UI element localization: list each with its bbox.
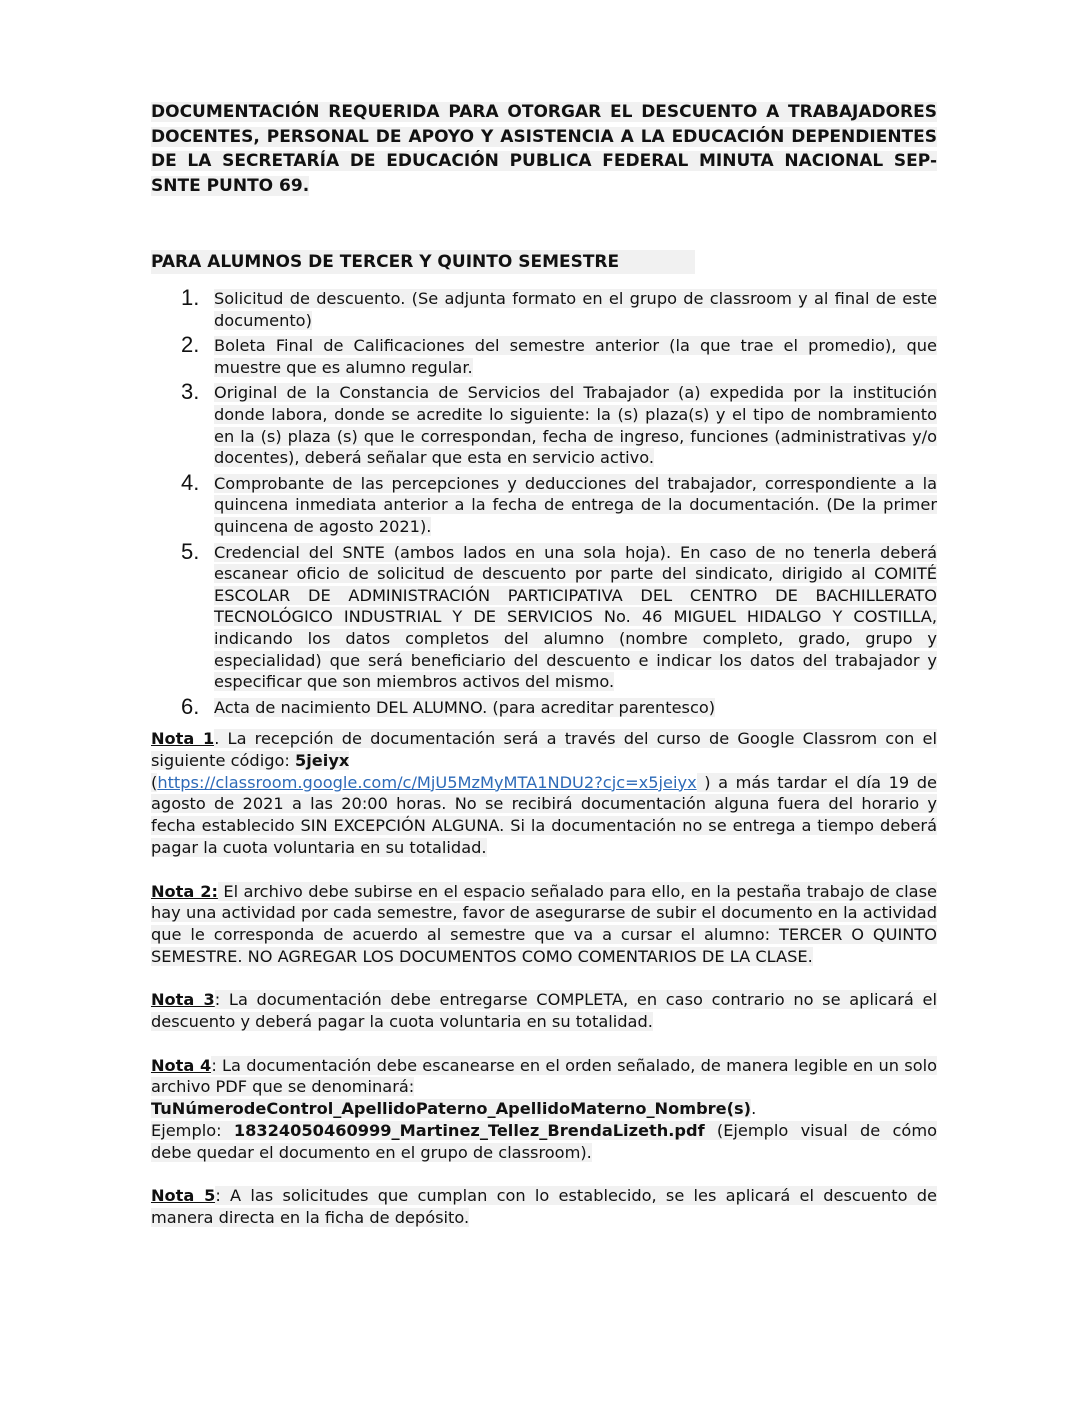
note-4-label: Nota 4 bbox=[151, 1055, 212, 1075]
requirement-number: 2. bbox=[181, 332, 200, 358]
note-2-text: El archivo debe subirse en el espacio señalado para ello, en la pestaña trabajo de clase hay una actividad por cada semestre, favor de asegurarse de subir el documento en la actividad que le corresponda de acuerdo al semestre que va a cursar el alumno: TERCER O QUINTO SEMESTRE. NO AGREGAR LOS DOCUMENTOS COMO COMENTARIOS DE LA CLASE. bbox=[151, 881, 937, 966]
note-5 bbox=[151, 1185, 937, 1228]
section-heading bbox=[151, 250, 937, 274]
classroom-code: 5jeiyx bbox=[295, 750, 350, 770]
example-filename: 18324050460999_Martinez_Tellez_BrendaLizeth.pdf bbox=[233, 1120, 705, 1140]
note-4-text: : La documentación debe escanearse en el orden señalado, de manera legible en un solo archivo PDF que se denominará: bbox=[151, 1055, 937, 1097]
requirement-number: 6. bbox=[181, 693, 200, 719]
note-3-label: Nota 3 bbox=[151, 990, 215, 1010]
filename-pattern: TuNúmerodeControl_ApellidoPaterno_ApellidoMaterno_Nombre(s) bbox=[151, 1099, 752, 1119]
requirement-number: 1. bbox=[181, 285, 200, 310]
note-5-text: : A las solicitudes que cumplan con lo establecido, se les aplicará el descuento de manera directa en la ficha de depósito. bbox=[151, 1186, 937, 1227]
note-2-label: Nota 2: bbox=[151, 881, 218, 901]
requirement-item-1 bbox=[151, 285, 937, 331]
note-1 bbox=[151, 728, 937, 858]
note-1-label: Nota 1 bbox=[151, 729, 215, 749]
requirement-text: Boleta Final de Calificaciones del semestre anterior (la que trae el promedio), que muestre que es alumno regular. bbox=[214, 336, 937, 377]
requirement-text: Original de la Constancia de Servicios del Trabajador (a) expedida por la institución donde labora, donde se acredite lo siguiente: la (s) plaza(s) y el tipo de nombramiento en la (s) plaza (s) que le correspondan, fecha de ingreso, funciones (administrativas y/o docentes), deberá señalar que esta en servicio activo. bbox=[214, 383, 937, 468]
requirement-text: Credencial del SNTE (ambos lados en una sola hoja). En caso de no tenerla deberá escanear oficio de solicitud de descuento por parte del sindicato, dirigido al COMITÉ ESCOLAR DE ADMINISTRACIÓN PARTICIPATIVA DEL CENTRO DE BACHILLERATO TECNOLÓGICO INDUSTRIAL Y DE SERVICIOS No. 46 MIGUEL HIDALGO Y COSTILLA, indicando los datos completos del alumno (nombre completo, grado, grupo y especialidad) que será beneficiario del descuento e indicar los datos del trabajador y especificar que son miembros activos del mismo. bbox=[214, 542, 937, 692]
requirement-item-5 bbox=[151, 538, 937, 693]
requirement-number: 4. bbox=[181, 469, 200, 495]
requirement-number: 5. bbox=[181, 538, 200, 564]
requirement-text: Comprobante de las percepciones y deducciones del trabajador, correspondiente a la quincena inmediata anterior a la fecha de entrega de la documentación. (De la primer quincena de agosto 2021). bbox=[214, 473, 937, 536]
section-heading-text: PARA ALUMNOS DE TERCER Y QUINTO SEMESTRE bbox=[151, 250, 695, 274]
note-1-text-cont: ) a más tardar el día 19 de agosto de 2021 a las 20:00 horas. No se recibirá documentación alguna fuera del horario y fecha establecido SIN EXCEPCIÓN ALGUNA. Si la documentación no se entrega a tiempo deberá pagar la cuota voluntaria en su totalidad. bbox=[151, 772, 937, 857]
document-title bbox=[151, 100, 937, 198]
note-4-text-cont: (Ejemplo visual de cómo debe quedar el documento en el grupo de classroom). bbox=[151, 1120, 937, 1162]
classroom-link[interactable]: https://classroom.google.com/c/MjU5MzMyMTA1NDU2?cjc=x5jeiyx bbox=[157, 772, 697, 792]
requirement-text: Acta de nacimiento DEL ALUMNO. (para acreditar parentesco) bbox=[214, 697, 716, 717]
filename-pattern-period: . bbox=[751, 1099, 757, 1119]
document-title-text: DOCUMENTACIÓN REQUERIDA PARA OTORGAR EL DESCUENTO A TRABAJADORES DOCENTES, PERSONAL DE APOYO Y ASISTENCIA A LA EDUCACIÓN DEPENDIENTES DE LA SECRETARÍA DE EDUCACIÓN PUBLICA FEDERAL MINUTA NACIONAL SEP-SNTE PUNTO 69. bbox=[151, 102, 937, 196]
requirement-item-3 bbox=[151, 379, 937, 468]
note-1-text: . La recepción de documentación será a través del curso de Google Classrom con el siguiente código: bbox=[151, 729, 937, 770]
requirement-item-4 bbox=[151, 469, 937, 538]
requirement-item-2 bbox=[151, 332, 937, 378]
requirement-text: Solicitud de descuento. (Se adjunta formato en el grupo de classroom y al final de este documento) bbox=[214, 289, 937, 330]
note-4 bbox=[151, 1055, 937, 1164]
example-prefix: Ejemplo: bbox=[151, 1120, 234, 1140]
requirement-item-6 bbox=[151, 693, 937, 719]
requirement-number: 3. bbox=[181, 379, 200, 405]
note-5-label: Nota 5 bbox=[151, 1186, 216, 1206]
note-1-paren: ( bbox=[151, 772, 158, 792]
note-2 bbox=[151, 881, 937, 968]
note-3 bbox=[151, 989, 937, 1032]
requirements-list bbox=[151, 285, 937, 719]
document-page bbox=[151, 100, 937, 1229]
note-3-text: : La documentación debe entregarse COMPLETA, en caso contrario no se aplicará el descuento y deberá pagar la cuota voluntaria en su totalidad. bbox=[151, 990, 937, 1032]
